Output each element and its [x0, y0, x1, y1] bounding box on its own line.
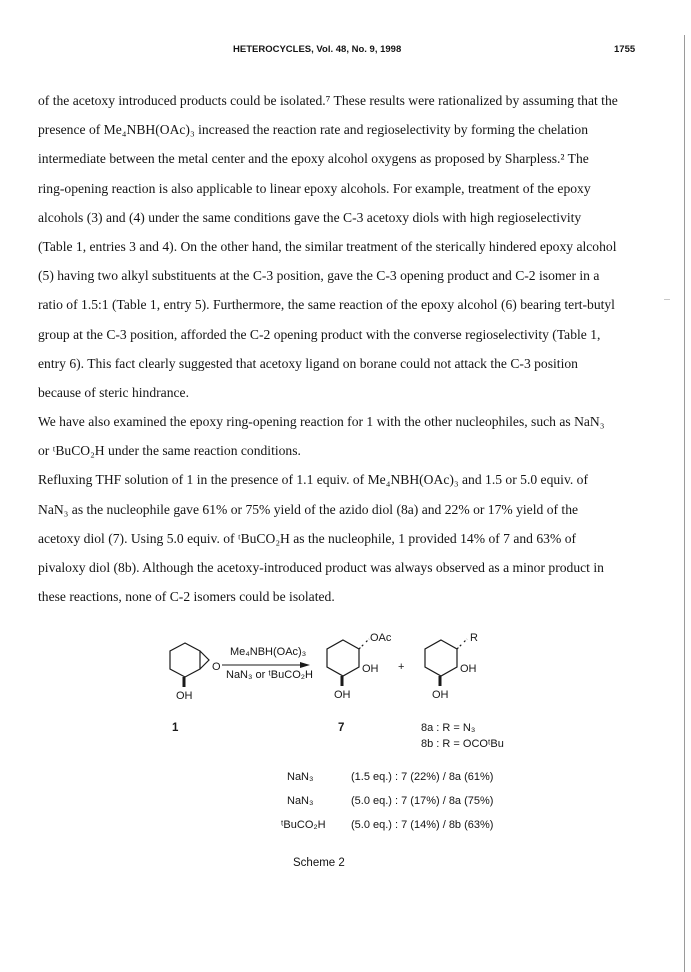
r-definition-8b: 8b : R = OCOᵗBu: [421, 738, 504, 750]
condition-reagent: ᵗBuCO₂H: [281, 819, 326, 831]
body-line: (5) having two alkyl substituents at the C-3 position, gave the C-3 opening product and C-2 isomer in a: [38, 268, 600, 284]
body-line: (Table 1, entries 3 and 4). On the other hand, the similar treatment of the sterically hindered epoxy alcohol: [38, 238, 617, 254]
body-line: presence of Me₄NBH(OAc)₃ increased the reaction rate and regioselectivity by forming the chelation: [38, 122, 588, 138]
arrow-head: [300, 662, 310, 668]
body-line: NaN₃ as the nucleophile gave 61% or 75% yield of the azido diol (8a) and 22% or 17% yield of the: [38, 501, 579, 517]
body-line: ratio of 1.5:1 (Table 1, entry 5). Furthermore, the same reaction of the epoxy alcohol (6) bearing tert-butyl: [38, 297, 615, 313]
condition-reagent: NaN₃: [287, 795, 314, 807]
compound-number-1: 1: [172, 722, 179, 734]
condition-reagent: NaN₃: [287, 771, 314, 783]
hydroxyl-label: OH: [432, 689, 449, 701]
hashed-bond: [457, 639, 467, 649]
journal-citation: HETEROCYCLES, Vol. 48, No. 9, 1998: [233, 44, 402, 55]
body-line: because of steric hindrance.: [38, 384, 189, 400]
body-line: pivaloxy diol (8b). Although the acetoxy-introduced product was always observed as a minor product in: [38, 560, 604, 575]
condition-result: (5.0 eq.) : 7 (17%) / 8a (75%): [351, 795, 494, 807]
body-line: acetoxy diol (7). Using 5.0 equiv. of ᵗBuCO₂H as the nucleophile, 1 provided 14% of 7 and 63% of: [38, 530, 577, 546]
body-line: of the acetoxy introduced products could be isolated.⁷ These results were rationalized by assuming that the: [38, 93, 618, 108]
body-line: Refluxing THF solution of 1 in the presence of 1.1 equiv. of Me₄NBH(OAc)₃ and 1.5 or 5.0 equiv. of: [38, 472, 588, 488]
page-number: 1755: [614, 44, 636, 55]
body-line: or ᵗBuCO₂H under the same reaction conditions.: [38, 443, 301, 459]
cyclohexane-ring: [170, 643, 200, 677]
epoxide-structure: [170, 643, 209, 687]
body-line: entry 6). This fact clearly suggested that acetoxy ligand on borane could not attack the C-3 position: [38, 355, 578, 371]
body-line: We have also examined the epoxy ring-opening reaction for 1 with the other nucleophiles, such as NaN₃: [38, 414, 605, 430]
body-line: ring-opening reaction is also applicable to linear epoxy alcohols. For example, treatment of the epoxy: [38, 180, 591, 196]
epoxide-oxygen-label: O: [212, 661, 221, 673]
r-definition-8a: 8a : R = N₃: [421, 722, 476, 734]
hydroxyl-label: OH: [334, 689, 351, 701]
hydroxyl-label: OH: [362, 663, 379, 675]
cyclohexane-ring: [327, 640, 359, 676]
reagent-below-arrow: NaN₃ or ᵗBuCO₂H: [226, 669, 313, 681]
plus-sign: +: [398, 661, 405, 673]
hashed-bond: [359, 639, 369, 649]
body-line: alcohols (3) and (4) under the same conditions gave the C-3 acetoxy diols with high regioselectivity: [38, 209, 582, 225]
body-line: group at the C-3 position, afforded the C-2 opening product with the converse regioselectivity (Table 1,: [38, 326, 601, 342]
scheme-caption: Scheme 2: [293, 857, 345, 869]
body-line: intermediate between the metal center and the epoxy alcohol oxygens as proposed by Sharpless.² The: [38, 151, 589, 167]
reagent-above-arrow: Me₄NBH(OAc)₃: [230, 646, 307, 658]
hydroxyl-label: OH: [460, 663, 477, 675]
condition-result: (5.0 eq.) : 7 (14%) / 8b (63%): [351, 819, 494, 831]
hydroxyl-label: OH: [176, 690, 193, 702]
condition-result: (1.5 eq.) : 7 (22%) / 8a (61%): [351, 771, 494, 783]
compound-number-7: 7: [338, 722, 345, 734]
body-line: these reactions, none of C-2 isomers could be isolated.: [38, 589, 335, 605]
epoxide-ring: [200, 651, 209, 669]
acetoxy-label: OAc: [370, 632, 392, 644]
r-group-label: R: [470, 632, 478, 644]
cyclohexane-ring: [425, 640, 457, 676]
